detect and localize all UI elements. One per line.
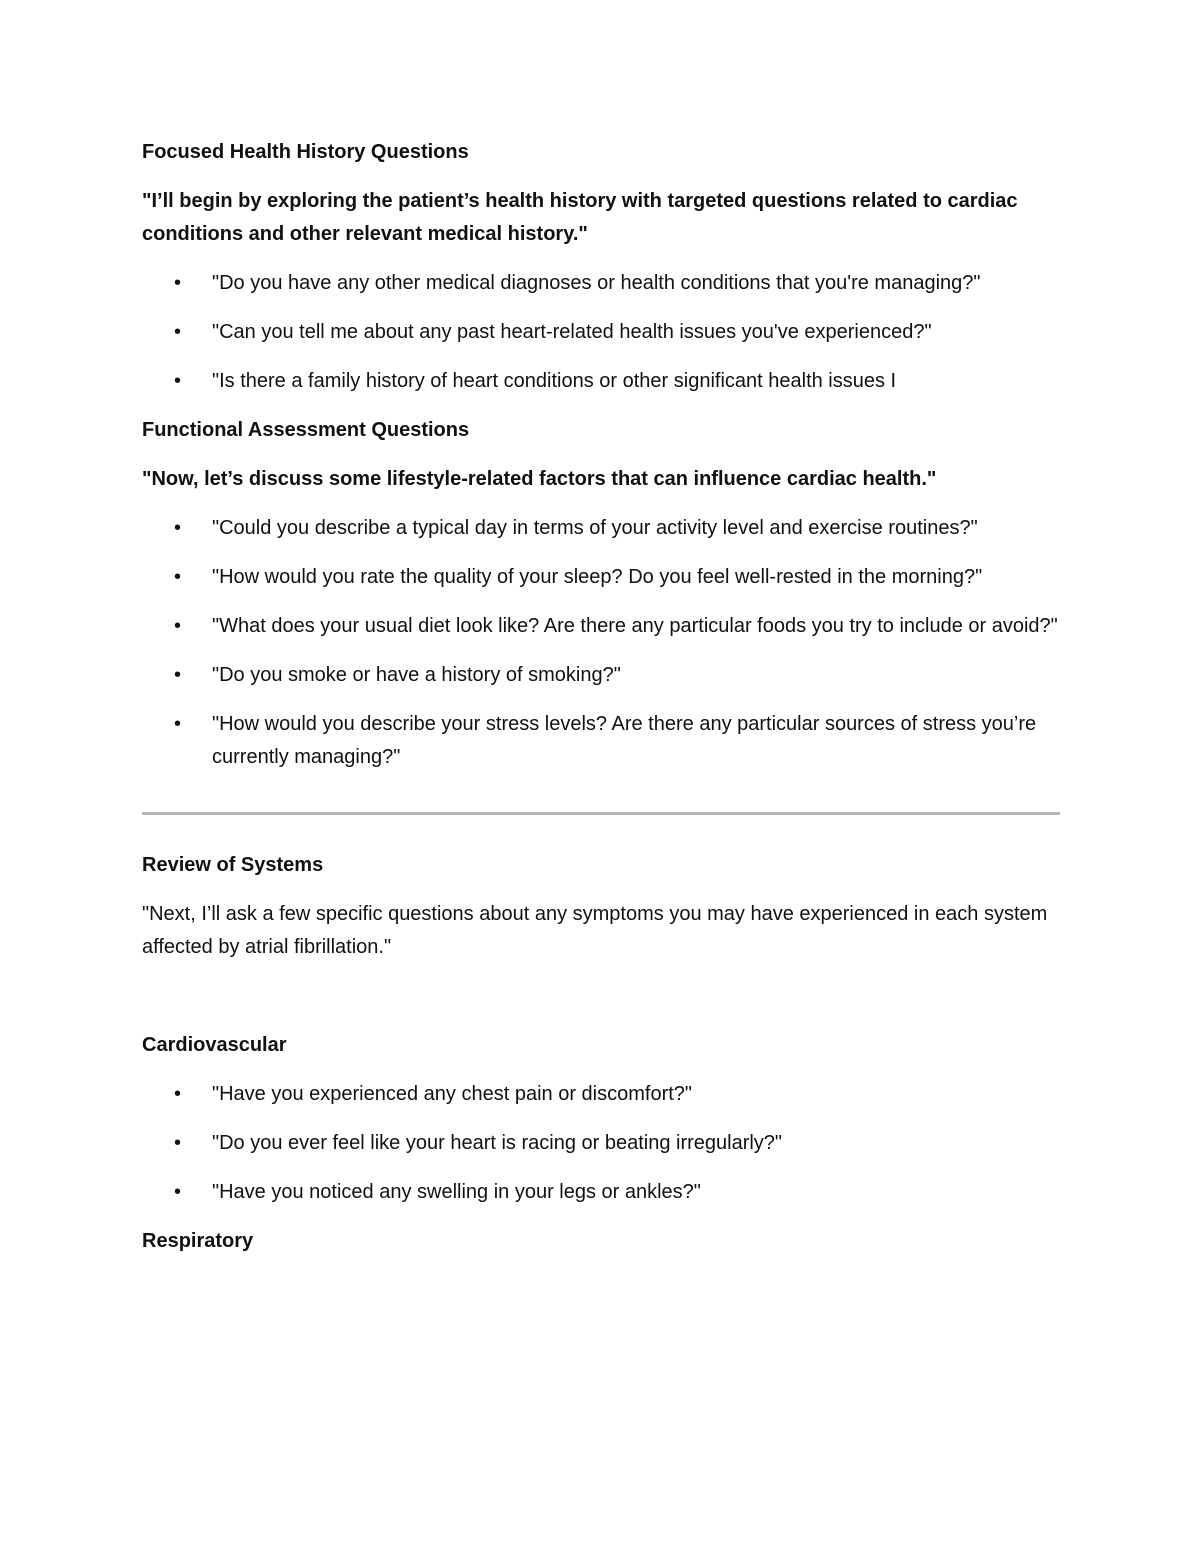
list-item-text: "Have you experienced any chest pain or discomfort?" bbox=[212, 1083, 693, 1105]
cardiovascular-list bbox=[142, 1078, 1060, 1209]
bullet-icon: • bbox=[174, 272, 182, 294]
document-page bbox=[142, 136, 1060, 1274]
bullet-icon: • bbox=[174, 1181, 182, 1203]
functional-assessment-heading: Functional Assessment Questions bbox=[142, 419, 470, 441]
list-item-text: "Have you noticed any swelling in your legs or ankles?" bbox=[212, 1181, 701, 1203]
bullet-icon: • bbox=[174, 615, 182, 637]
list-item bbox=[142, 1176, 1060, 1209]
blank-line bbox=[142, 980, 1060, 1029]
list-item bbox=[142, 610, 1060, 643]
functional-assessment-intro: "Now, let’s discuss some lifestyle-related factors that can influence cardiac health." bbox=[142, 468, 937, 490]
list-item bbox=[142, 708, 1060, 774]
focused-history-heading: Focused Health History Questions bbox=[142, 141, 469, 163]
list-item bbox=[142, 365, 1060, 398]
list-item bbox=[142, 316, 1060, 349]
list-item-text: "How would you describe your stress levels? Are there any particular sources of stress you’re currently managing?" bbox=[212, 713, 1037, 768]
list-item-text: "What does your usual diet look like? Are there any particular foods you try to include or avoid?" bbox=[212, 615, 1058, 637]
list-item bbox=[142, 561, 1060, 594]
review-of-systems-intro: "Next, I’ll ask a few specific questions about any symptoms you may have experienced in each system affected by atrial fibrillation." bbox=[142, 903, 1048, 958]
functional-assessment-list bbox=[142, 512, 1060, 774]
list-item bbox=[142, 512, 1060, 545]
bullet-icon: • bbox=[174, 1083, 182, 1105]
bullet-icon: • bbox=[174, 321, 182, 343]
focused-history-intro: "I’ll begin by exploring the patient’s health history with targeted questions related to cardiac conditions and other relevant medical history." bbox=[142, 190, 1018, 245]
list-item-text: "Do you have any other medical diagnoses or health conditions that you're managing?" bbox=[212, 272, 981, 294]
bullet-icon: • bbox=[174, 664, 182, 686]
bullet-icon: • bbox=[174, 566, 182, 588]
list-item-text: "Is there a family history of heart conditions or other significant health issues I bbox=[212, 370, 897, 392]
bullet-icon: • bbox=[174, 370, 182, 392]
list-item bbox=[142, 1127, 1060, 1160]
list-item bbox=[142, 659, 1060, 692]
focused-history-list bbox=[142, 267, 1060, 398]
list-item-text: "Can you tell me about any past heart-related health issues you've experienced?" bbox=[212, 321, 932, 343]
horizontal-divider bbox=[142, 812, 1060, 815]
list-item-text: "Could you describe a typical day in terms of your activity level and exercise routines?" bbox=[212, 517, 978, 539]
list-item-text: "Do you ever feel like your heart is racing or beating irregularly?" bbox=[212, 1132, 783, 1154]
respiratory-heading: Respiratory bbox=[142, 1230, 254, 1252]
cardiovascular-heading: Cardiovascular bbox=[142, 1034, 287, 1056]
bullet-icon: • bbox=[174, 1132, 182, 1154]
review-of-systems-heading: Review of Systems bbox=[142, 854, 324, 876]
list-item bbox=[142, 1078, 1060, 1111]
list-item-text: "Do you smoke or have a history of smoking?" bbox=[212, 664, 621, 686]
list-item bbox=[142, 267, 1060, 300]
bullet-icon: • bbox=[174, 517, 182, 539]
bullet-icon: • bbox=[174, 713, 182, 735]
list-item-text: "How would you rate the quality of your sleep? Do you feel well-rested in the morning?" bbox=[212, 566, 983, 588]
